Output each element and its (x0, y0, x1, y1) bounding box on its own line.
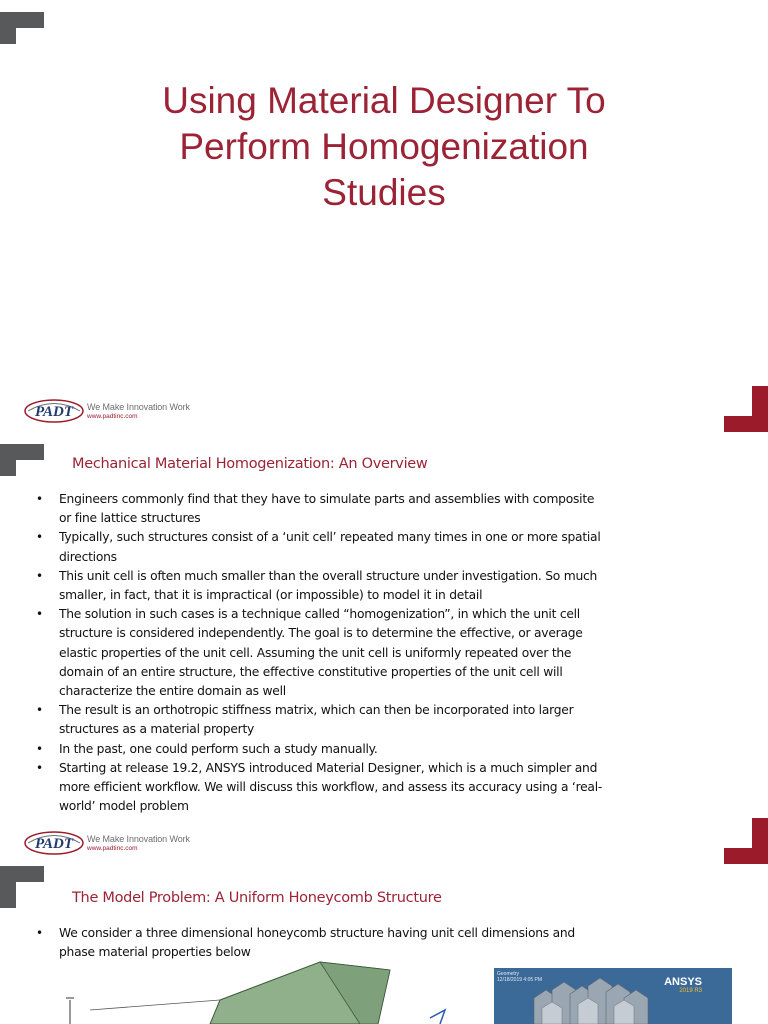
bottom-right-corner-bracket (724, 386, 768, 432)
padt-logo (24, 830, 84, 856)
bullet-item (36, 605, 676, 701)
bullet-line: more efficient workflow. We will discuss this workflow, and assess its accuracy using a ‘real- (59, 780, 603, 795)
bullet-line: smaller, in fact, that it is impractical (or impossible) to model it in detail (59, 588, 483, 603)
presentation-title (64, 78, 704, 216)
bullet-item (36, 490, 676, 528)
bullet-line: or fine lattice structures (59, 511, 201, 526)
bullet-line: elastic properties of the unit cell. Assuming the unit cell is uniformly repeated over the (59, 645, 572, 660)
brand-url[interactable]: www.padtinc.com (87, 845, 138, 852)
bullet-item (36, 528, 676, 566)
bullet-list (36, 924, 676, 962)
ansys-honeycomb-screenshot (494, 968, 732, 1024)
slide-heading: Mechanical Material Homogenization: An Overview (72, 456, 428, 472)
geometry-label: Geometry 12/18/2019 4:05 PM (497, 971, 543, 983)
bullet-line: characterize the entire domain as well (59, 684, 286, 699)
title-slide (0, 0, 768, 432)
bullet-line: directions (59, 549, 117, 564)
brand-url[interactable]: www.padtinc.com (87, 413, 138, 420)
bullet-item (36, 924, 676, 962)
bullet-line: • In the past, one could perform such a study manually. (59, 741, 378, 756)
bullet-item (36, 701, 676, 739)
slide-heading: The Model Problem: A Uniform Honeycomb Structure (72, 890, 442, 906)
bullet-item (36, 759, 676, 817)
bullet-item (36, 740, 676, 759)
title-line-3: Studies (322, 172, 446, 213)
bullet-line: structure is considered independently. The goal is to determine the effective, or average (59, 626, 583, 641)
bottom-right-corner-bracket (724, 818, 768, 864)
padt-logo (24, 398, 84, 424)
bullet-line: domain of an entire structure, the effective constitutive properties of the unit cell will (59, 664, 563, 679)
title-line-1: Using Material Designer To (162, 80, 606, 121)
bullet-line: world’ model problem (59, 799, 189, 814)
svg-text:PADT: PADT (34, 836, 74, 852)
title-line-2: Perform Homogenization (179, 126, 589, 167)
bullet-item (36, 567, 676, 605)
top-left-corner-bracket (0, 0, 44, 44)
bullet-line: • Typically, such structures consist of a ‘unit cell’ repeated many times in one or more spatial (59, 530, 601, 545)
bullet-line: • The result is an orthotropic stiffness matrix, which can then be incorporated into larger (59, 703, 574, 718)
top-left-corner-bracket (0, 864, 44, 908)
ansys-release: 2019 R3 (679, 988, 702, 994)
honeycomb-model-figure (60, 960, 480, 1024)
overview-slide (0, 432, 768, 864)
brand-tagline: We Make Innovation Work (87, 402, 190, 412)
svg-text:PADT: PADT (34, 404, 74, 420)
bullet-line: • Starting at release 19.2, ANSYS introduced Material Designer, which is a much simpler and (59, 760, 598, 775)
top-left-corner-bracket (0, 432, 44, 476)
bullet-line: • We consider a three dimensional honeycomb structure having unit cell dimensions and (59, 926, 575, 940)
bullet-list (36, 490, 676, 816)
bullet-line: • The solution in such cases is a technique called “homogenization”, in which the unit cell (59, 607, 580, 622)
bullet-line: structures as a material property (59, 722, 255, 737)
bullet-line: • This unit cell is often much smaller than the overall structure under investigation. So much (59, 568, 598, 583)
bullet-line: phase material properties below (59, 945, 251, 960)
ansys-brand: ANSYS (664, 976, 702, 988)
brand-tagline: We Make Innovation Work (87, 834, 190, 844)
model-problem-slide (0, 864, 768, 1024)
bullet-line: • Engineers commonly find that they have to simulate parts and assemblies with composite (59, 492, 595, 506)
